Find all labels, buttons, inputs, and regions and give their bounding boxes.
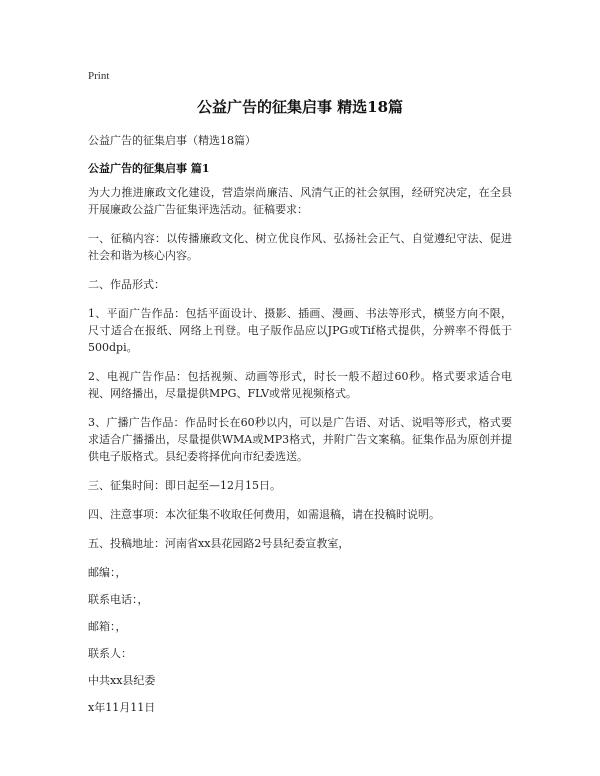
paragraph-phone: 联系电话：， (88, 593, 149, 606)
paragraph-issuer: 中共xx县纪委 (88, 674, 156, 687)
paragraph-radio-ads: 3、广播广告作品：作品时长在60秒以内，可以是广告语、对话、说唱等形式，格式要求适合广播播出，尽量提供WMA或MP3格式，并附广告文案稿。征集作品为原创并提供电子版格式。县纪委将择优向市纪委选送。 (88, 416, 512, 463)
paragraph-notes: 四、注意事项：本次征集不收取任何费用，如需退稿，请在投稿时说明。 (88, 508, 440, 521)
document-subtitle: 公益广告的征集启事（精选18篇） (88, 134, 256, 147)
page-title: 公益广告的征集启事 精选18篇 (196, 98, 404, 116)
print-link[interactable]: Print (88, 70, 110, 82)
paragraph-contact: 联系人： (88, 647, 132, 660)
section-title: 公益广告的征集启事 篇1 (88, 162, 210, 175)
paragraph-email: 邮箱：， (88, 620, 127, 633)
paragraph-tv-ads: 2、电视广告作品：包括视频、动画等形式，时长一般不超过60秒。格式要求适合电视、网络播出，尽量提供MPG、FLV或常见视频格式。 (88, 370, 512, 400)
paragraph-intro: 为大力推进廉政文化建设，营造崇尚廉洁、风清气正的社会氛围，经研究决定，在全县开展廉政公益广告征集评选活动。征稿要求： (88, 186, 512, 216)
paragraph-postcode: 邮编：， (88, 566, 127, 579)
paragraph-form-heading: 二、作品形式： (88, 278, 165, 291)
paragraph-print-ads: 1、平面广告作品：包括平面设计、摄影、插画、漫画、书法等形式，横竖方向不限，尺寸适合在报纸、网络上刊登。电子版作品应以JPG或Tif格式提供，分辨率不得低于500dpi。 (88, 307, 512, 354)
paragraph-deadline: 三、征集时间：即日起至—12月15日。 (88, 479, 281, 492)
paragraph-address: 五、投稿地址：河南省xx县花园路2号县纪委宣教室， (88, 537, 350, 550)
paragraph-date: x年11月11日 (88, 701, 156, 714)
document-body (88, 184, 512, 726)
paragraph-content-scope: 一、征稿内容：以传播廉政文化、树立优良作风、弘扬社会正气、自觉遵纪守法、促进社会和谐为核心内容。 (88, 232, 512, 262)
